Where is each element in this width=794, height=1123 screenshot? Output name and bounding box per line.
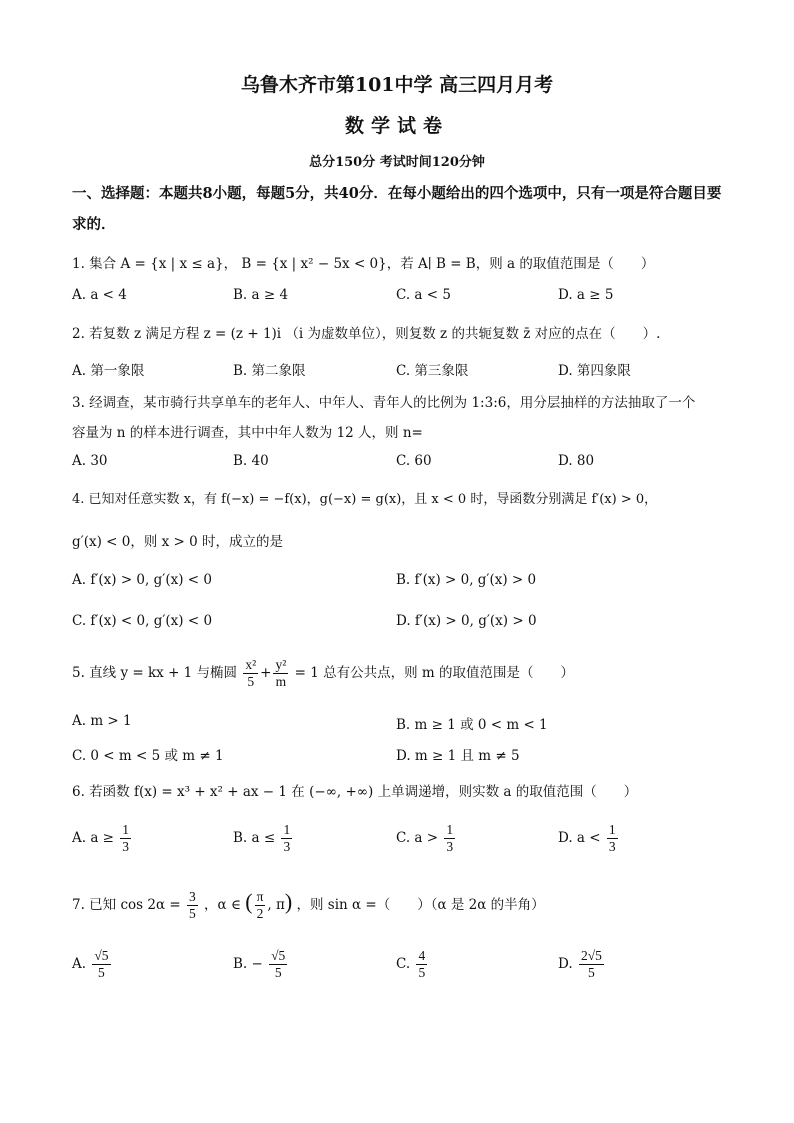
q4-option-b: B. f′(x) > 0, g′(x) > 0 bbox=[396, 572, 537, 588]
q7-option-b-text: B. − bbox=[233, 956, 263, 972]
q5-frac1-num: x² bbox=[245, 657, 257, 672]
q7-option-c-fraction bbox=[416, 948, 427, 981]
q7-option-d-fraction bbox=[579, 948, 604, 981]
q5-option-c: C. 0 < m < 5 或 m ≠ 1 bbox=[72, 748, 224, 764]
q7-b-den: 5 bbox=[274, 965, 282, 980]
question-2-stem: 2. 若复数 z 满足方程 z = (z + 1)i （i 为虚数单位），则复数 z 的共轭复数 z̄ 对应的点在（ ）. bbox=[72, 326, 661, 342]
q5-fraction-x2-5 bbox=[243, 657, 258, 690]
q7-c-den: 5 bbox=[418, 965, 426, 980]
q6-option-d-text: D. a < bbox=[558, 830, 601, 846]
question-3-stem-line1: 3. 经调查，某市骑行共享单车的老年人、中年人、青年人的比例为 1:3:6，用分层抽样的方法抽取了一个 bbox=[72, 395, 696, 411]
q5-frac1-den: 5 bbox=[247, 674, 255, 689]
q6-c-num: 1 bbox=[446, 822, 454, 837]
q7-b-num: √5 bbox=[271, 948, 286, 963]
q6-option-c bbox=[396, 822, 457, 855]
q6-b-den: 3 bbox=[283, 839, 291, 854]
q6-b-num: 1 bbox=[283, 822, 291, 837]
q7-d-den: 5 bbox=[588, 965, 595, 980]
q7-fraction-3-5 bbox=[187, 889, 198, 922]
q7-option-b-fraction bbox=[269, 948, 287, 981]
q7-option-a-fraction bbox=[92, 948, 110, 981]
q7-a-den: 5 bbox=[98, 965, 105, 980]
question-1-stem: 1. 集合 A = {x | x ≤ a}， B = {x | x² − 5x < 0}，若 A∣ B = B，则 a 的取值范围是（ ） bbox=[72, 256, 655, 272]
q6-c-den: 3 bbox=[446, 839, 454, 854]
q7-frac-num: 3 bbox=[188, 889, 196, 904]
question-4-stem-line2: g′(x) < 0，则 x > 0 时，成立的是 bbox=[72, 534, 284, 550]
q6-d-den: 3 bbox=[608, 839, 616, 854]
q2-option-d: D. 第四象限 bbox=[558, 363, 631, 379]
q6-option-b-fraction bbox=[281, 822, 292, 855]
q6-option-a-fraction bbox=[120, 822, 131, 855]
q5-stem-post: = 1 总有公共点，则 m 的取值范围是（ ） bbox=[294, 665, 574, 681]
q7-stem-pre: 7. 已知 cos 2α = bbox=[72, 897, 181, 913]
subject-title: 数学试卷 bbox=[344, 115, 449, 137]
q7-stem-mid: ，α ∈ bbox=[204, 897, 241, 913]
q2-option-c: C. 第三象限 bbox=[396, 363, 469, 379]
q3-option-a: A. 30 bbox=[72, 453, 108, 469]
q6-option-a bbox=[72, 822, 133, 855]
q7-option-d-text: D. bbox=[558, 956, 573, 972]
q6-option-d bbox=[558, 822, 620, 855]
question-4-stem-line1: 4. 已知对任意实数 x，有 f(−x) = −f(x)，g(−x) = g(x)，且 x < 0 时，导函数分别满足 f′(x) > 0， bbox=[72, 492, 658, 507]
q6-option-c-text: C. a > bbox=[396, 830, 439, 846]
question-5-stem: 5. 直线 y = kx + 1 与椭圆 $\frac{\text{x²}}{5}$ + $\frac{\text{y²}}{m}$ = 1 总有公共点，则 m 的取值范围是（ ） bbox=[72, 657, 574, 689]
q1-option-a: A. a < 4 bbox=[72, 287, 127, 303]
q1-option-c: C. a < 5 bbox=[396, 287, 451, 303]
q5-frac2-den: m bbox=[275, 674, 287, 689]
question-7-stem bbox=[72, 884, 732, 923]
q4-option-a: A. f′(x) > 0, g′(x) < 0 bbox=[72, 572, 212, 588]
section-heading: 一、选择题：本题共8小题，每题5分，共40分．在每小题给出的四个选项中，只有一项是符合题目要求的． bbox=[72, 185, 722, 233]
q6-a-den: 3 bbox=[122, 839, 130, 854]
q6-option-b bbox=[233, 822, 294, 855]
q6-d-num: 1 bbox=[608, 822, 616, 837]
q7-option-a-text: A. bbox=[72, 956, 87, 972]
q3-option-c: C. 60 bbox=[396, 453, 432, 469]
q5-fraction-y2-m bbox=[273, 657, 288, 690]
q5-option-d: D. m ≥ 1 且 m ≠ 5 bbox=[396, 748, 520, 764]
q4-option-c: C. f′(x) < 0, g′(x) < 0 bbox=[72, 613, 213, 629]
q5-option-b: B. m ≥ 1 或 0 < m < 1 bbox=[396, 717, 548, 733]
q5-stem-pre: 5. 直线 y = kx + 1 与椭圆 bbox=[72, 665, 238, 681]
q7-c-num: 4 bbox=[418, 948, 426, 963]
q5-frac2-num: y² bbox=[275, 657, 287, 672]
exam-info: 总分150分 考试时间120分钟 bbox=[309, 155, 485, 170]
q7-interval-num: π bbox=[256, 889, 264, 904]
q6-option-d-fraction bbox=[607, 822, 618, 855]
q7-option-a bbox=[72, 948, 113, 981]
q7-option-d bbox=[558, 948, 606, 981]
question-3-stem-line2: 容量为 n 的样本进行调查，其中中年人数为 12 人，则 n= bbox=[72, 425, 423, 441]
q7-left-paren: ( bbox=[245, 889, 253, 914]
q6-a-num: 1 bbox=[122, 822, 130, 837]
q1-option-b: B. a ≥ 4 bbox=[233, 287, 289, 303]
q7-right-paren: ) bbox=[284, 889, 293, 914]
q2-option-a: A. 第一象限 bbox=[72, 363, 145, 379]
school-title: 乌鲁木齐市第101中学 高三四月月考 bbox=[240, 74, 554, 96]
q1-option-d: D. a ≥ 5 bbox=[558, 287, 614, 303]
q7-interval-den: 2 bbox=[256, 906, 264, 921]
q5-option-a: A. m > 1 bbox=[72, 713, 132, 729]
question-6-stem: 6. 若函数 f(x) = x³ + x² + ax − 1 在 (−∞, +∞) 上单调递增，则实数 a 的取值范围（ ） bbox=[72, 784, 638, 800]
q6-option-b-text: B. a ≤ bbox=[233, 830, 276, 846]
q7-option-c-text: C. bbox=[396, 956, 411, 972]
q4-option-d: D. f′(x) > 0, g′(x) > 0 bbox=[396, 613, 537, 629]
q3-option-b: B. 40 bbox=[233, 453, 269, 469]
q7-interval-right: , π bbox=[267, 897, 285, 913]
q6-option-c-fraction bbox=[444, 822, 455, 855]
q7-a-num: √5 bbox=[94, 948, 109, 963]
q7-frac-den: 5 bbox=[188, 906, 196, 921]
q3-option-d: D. 80 bbox=[558, 453, 595, 469]
q7-interval-fraction bbox=[255, 889, 266, 922]
q7-option-c bbox=[396, 948, 429, 981]
q7-option-b bbox=[233, 948, 289, 981]
q6-option-a-text: A. a ≥ bbox=[72, 830, 114, 846]
q7-d-num: 2√5 bbox=[580, 948, 602, 963]
q2-option-b: B. 第二象限 bbox=[233, 363, 306, 379]
q7-stem-post: ，则 sin α =（ ）（α 是 2α 的半角） bbox=[296, 897, 545, 913]
